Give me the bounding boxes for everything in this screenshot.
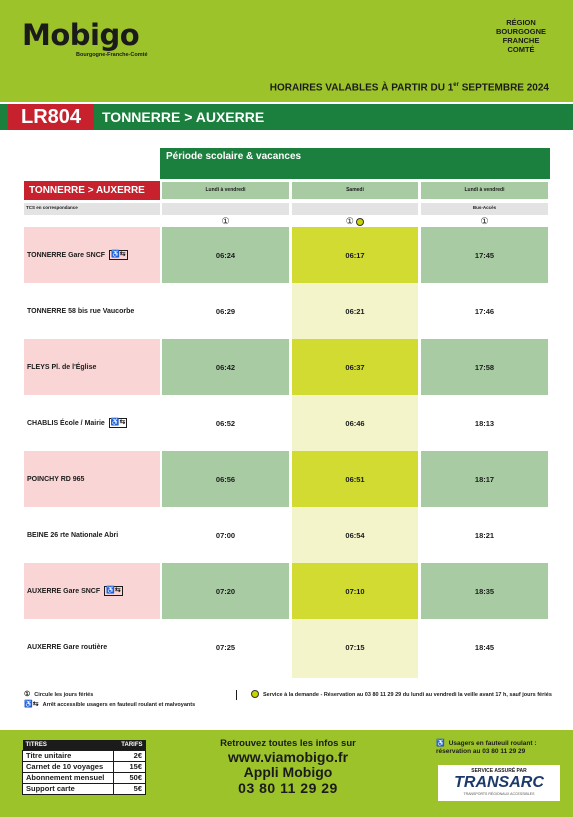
divider (289, 203, 292, 215)
tariff-header-row (23, 740, 146, 750)
divider (160, 203, 162, 215)
departure-time: 18:35 (421, 563, 548, 619)
region-line: BOURGOGNE (495, 27, 546, 36)
stop-name-text: POINCHY RD 965 (27, 475, 85, 483)
tariff-label: Abonnement mensuel (23, 772, 114, 783)
departure-time: 18:17 (421, 451, 548, 507)
tariff-header-title: TITRES (23, 740, 114, 750)
info-block (198, 738, 378, 797)
departure-time: 06:42 (162, 339, 289, 395)
tariff-row (23, 772, 146, 783)
circle-one-icon: ① (24, 691, 31, 698)
tariff-label: Carnet de 10 voyages (23, 761, 114, 772)
direction-label: TONNERRE > AUXERRE (24, 181, 160, 200)
circle-note: Circule les jours fériés (34, 692, 94, 698)
line-code: LR804 (8, 104, 94, 130)
on-demand-icon (251, 690, 259, 700)
operator-sub: TRANSPORTS RÉGIONAUX ACCESSIBLES (463, 792, 535, 796)
departure-time: 06:54 (345, 530, 365, 540)
validity-text-end: SEPTEMBRE 2024 (458, 82, 549, 94)
tariff-header-price: TARIFS (114, 740, 146, 750)
wheelchair-icon: ♿⇆ (106, 587, 121, 594)
stop-name (24, 619, 160, 675)
wheelchair-icon: ♿ (436, 740, 445, 747)
departure-time: 07:25 (215, 642, 236, 652)
tariff-table (22, 740, 146, 795)
legend-right (236, 690, 554, 700)
holiday-symbol-group (292, 216, 418, 227)
departure-time: 06:24 (162, 227, 289, 283)
region-line: FRANCHE (502, 36, 540, 45)
holiday-symbol: ① (480, 216, 489, 226)
service-label: SERVICE ASSURÉ PAR (471, 768, 527, 774)
holiday-symbol: ① (221, 216, 230, 226)
tariff-row (23, 761, 146, 772)
tariff-row (23, 750, 146, 761)
stop-name-text: TONNERRE Gare SNCF (27, 251, 106, 259)
tariff-price: 2€ (114, 750, 146, 761)
operator-logo (438, 765, 560, 801)
departure-time: 07:20 (162, 563, 289, 619)
app-name: Appli Mobigo (243, 764, 333, 780)
validity-date (270, 82, 549, 93)
departure-time: 18:21 (474, 530, 495, 540)
tariff-price: 50€ (114, 772, 146, 783)
stop-row (24, 339, 548, 395)
tariff-label: Support carte (23, 783, 114, 794)
access-note: Arrêt accessible usagers en fauteuil roulant et malvoyants (42, 702, 196, 708)
tariff-price: 15€ (114, 761, 146, 772)
validity-text: HORAIRES VALABLES À PARTIR DU 1 (269, 82, 454, 94)
line-route: TONNERRE > AUXERRE (102, 109, 265, 125)
tad-note: Service à la demande - Réservation au 03 80 11 29 29 du lundi au vendredi la veille avant 17 h, sauf jours fériés (263, 692, 552, 698)
legend-left (24, 690, 228, 710)
stop-row (24, 395, 548, 451)
period-header: Période scolaire & vacances (160, 148, 550, 179)
stop-name (24, 395, 160, 451)
wheelchair-reservation (436, 740, 564, 756)
departure-time: 17:46 (474, 306, 495, 316)
on-demand-icon (356, 218, 364, 226)
departure-time: 07:10 (292, 563, 418, 619)
legend-item (24, 690, 228, 700)
stop-row (24, 563, 548, 619)
website-link[interactable]: www.viamobigo.fr (227, 749, 349, 765)
tariff-price: 5€ (114, 783, 146, 794)
departure-time: 06:46 (345, 418, 365, 428)
stop-name-text: AUXERRE Gare SNCF (27, 587, 101, 595)
stop-name-text: FLEYS Pl. de l'Église (27, 363, 97, 371)
departure-time: 06:51 (292, 451, 418, 507)
stop-name (24, 563, 160, 619)
stop-name (24, 283, 160, 339)
stop-name (24, 507, 160, 563)
holiday-symbol: ① (345, 216, 354, 226)
stop-name (24, 227, 160, 283)
tariff-label: Titre unitaire (23, 750, 114, 761)
region-line: RÉGION (506, 18, 536, 27)
stop-row (24, 619, 548, 675)
departure-time: 18:13 (474, 418, 495, 428)
legend-item (24, 700, 228, 710)
region-logo (491, 18, 551, 54)
info-intro: Retrouvez toutes les infos sur (220, 738, 356, 749)
tad-label: TCS en correspondance (26, 205, 78, 210)
mobigo-logo: Mobigo (22, 18, 140, 52)
region-line: COMTÉ (507, 45, 535, 54)
wheelchair-icon: ♿⇆ (111, 251, 126, 258)
logo-subtitle: Bourgogne-Franche-Comté (76, 52, 148, 58)
departure-time: 06:17 (292, 227, 418, 283)
tariff-row (23, 783, 146, 794)
stop-row (24, 227, 548, 283)
wheelchair-icon: ♿⇆ (24, 701, 39, 708)
stop-name-text: TONNERRE 58 bis rue Vaucorbe (27, 307, 135, 315)
phone-number[interactable]: 03 80 11 29 29 (238, 780, 338, 796)
bus-note: Bus-Accès (472, 205, 497, 210)
day-header: Lundi à vendredi (421, 182, 548, 199)
stop-name-text: BEINE 26 rte Nationale Abri (27, 531, 119, 539)
departure-time: 07:00 (215, 530, 236, 540)
departure-time: 17:58 (421, 339, 548, 395)
stop-row (24, 451, 548, 507)
stop-row (24, 507, 548, 563)
departure-time: 06:21 (345, 306, 365, 316)
wheelchair-icon: ♿⇆ (110, 419, 126, 426)
stop-row (24, 283, 548, 339)
day-header: Samedi (292, 182, 418, 199)
departure-time: 06:56 (162, 451, 289, 507)
stop-name-text: AUXERRE Gare routière (27, 643, 108, 651)
departure-time: 06:37 (292, 339, 418, 395)
departure-time: 17:45 (421, 227, 548, 283)
departure-time: 06:29 (215, 306, 236, 316)
departure-time: 06:52 (215, 418, 236, 428)
departure-time: 07:15 (345, 642, 365, 652)
departure-time: 18:45 (474, 642, 495, 652)
operator-name: TRANSARC (454, 774, 544, 791)
stop-name (24, 339, 160, 395)
stop-name-text: CHABLIS École / Mairie (27, 419, 105, 427)
day-header: Lundi à vendredi (162, 182, 289, 199)
reservation-text: Usagers en fauteuil roulant : réservation au 03 80 11 29 29 (436, 740, 537, 755)
validity-sup: er (453, 82, 459, 88)
stop-name (24, 451, 160, 507)
